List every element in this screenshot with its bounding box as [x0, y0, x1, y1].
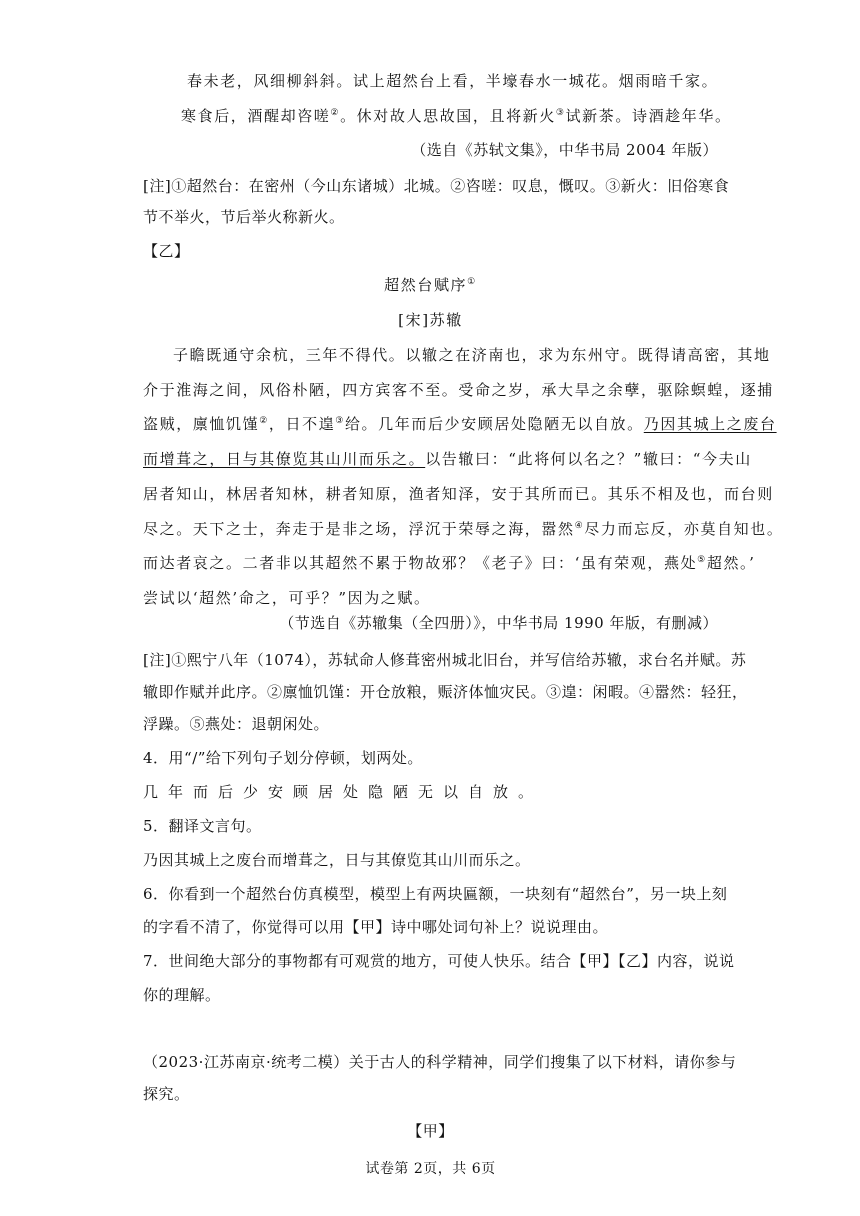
footnote-marker: ② [259, 416, 269, 426]
essay-line-3-part-b: ，日不遑 [268, 415, 336, 433]
note1-line-2: 节不举火，节后举火称新火。 [143, 208, 345, 226]
essay-author: [宋]苏辙 [398, 311, 463, 329]
essay-line-3-part-a: 盗贼，廪恤饥馑 [143, 415, 260, 433]
essay-line-7-part-a: 而达者哀之。二者非以其超然不累于物故邪？《老子》曰：‘虽有荣观，燕处 [143, 554, 698, 572]
question-4: 4．用“/”给下列句子划分停顿，划两处。 [143, 749, 423, 767]
essay-line-1: 子瞻既通守余杭，三年不得代。以辙之在济南也，求为东州守。既得请高密，其地 [173, 346, 771, 364]
footnote-marker: ④ [574, 521, 585, 531]
poem-source: （选自《苏轼文集》，中华书局 2004 年版） [411, 141, 718, 159]
footnote-marker: ③ [335, 416, 345, 426]
essay-line-3-part-c: 给。几年而后少安顾居处隐陋无以自放。 [344, 415, 644, 433]
essay-line-7-part-b: 超然。’ [706, 554, 756, 572]
essay-line-6-part-a: 尽之。天下之士，奔走于是非之场，浮沉于荣辱之海，嚣然 [143, 520, 575, 538]
note1-line-1: [注]①超然台：在密州（今山东诸城）北城。②咨嗟：叹息，慨叹。③新火：旧俗寒食 [143, 177, 730, 195]
poem-line-2 [181, 106, 756, 126]
question-7-line-1: 7．世间绝大部分的事物都有可观赏的地方，可使人快乐。结合【甲】【乙】内容，说说 [143, 952, 735, 970]
question-7-line-2: 你的理解。 [143, 986, 221, 1004]
next-intro-line-1: （2023·江苏南京·统考二模）关于古人的科学精神，同学们搜集了以下材料，请你参与 [143, 1053, 737, 1071]
next-intro-line-2: 探究。 [143, 1085, 190, 1103]
question-4-text: 几年而后少安顾居处隐陋无以自放。 [143, 783, 544, 801]
footnote-marker: ① [467, 277, 477, 287]
essay-line-8: 尝试以‘超然’命之，可乎？”因为之赋。 [143, 589, 431, 607]
question-5: 5．翻译文言句。 [143, 817, 262, 835]
footnote-marker: ② [330, 108, 341, 118]
essay-line-6-part-b: 尽力而忘反，亦莫自知也。 [584, 520, 784, 538]
essay-line-4-rest: 以告辙曰：“此将何以名之？”辙曰：“今夫山 [425, 450, 752, 468]
page-footer: 试卷第 2页，共 6页 [365, 1161, 496, 1177]
section-yi-label: 【乙】 [143, 242, 190, 260]
essay-line-4 [143, 449, 752, 469]
poem-line-2-part-a: 寒食后，酒醒却咨嗟 [181, 107, 331, 125]
underlined-sentence: 而增葺之，日与其僚览其山川而乐之。 [143, 450, 426, 468]
essay-line-6 [143, 519, 784, 539]
note2-line-3: 浮躁。⑤燕处：退朝闲处。 [143, 715, 330, 733]
footnote-marker: ③ [555, 108, 566, 118]
poem-line-1: 春未老，风细柳斜斜。试上超然台上看，半壕春水一城花。烟雨暗千家。 [187, 72, 719, 90]
essay-line-3 [143, 414, 777, 434]
poem-line-2-part-c: 试新茶。诗酒趁年华。 [565, 107, 732, 125]
footnote-marker: ⑤ [697, 555, 707, 565]
question-6-line-2: 的字看不清了，你觉得可以用【甲】诗中哪处词句补上？说说理由。 [143, 918, 609, 936]
note2-line-1: [注]①熙宁八年（1074），苏轼命人修葺密州城北旧台，并写信给苏辙，求台名并赋。苏 [143, 651, 747, 669]
poem-line-2-part-b: 。休对故人思故国，且将新火 [340, 107, 556, 125]
essay-line-5: 居者知山，林居者知林，耕者知原，渔者知泽，安于其所而已。其乐不相及也，而台则 [143, 485, 774, 503]
underlined-sentence: 乃因其城上之废台 [643, 415, 777, 433]
note2-line-2: 辙即作赋并此序。②廪恤饥馑：开仓放粮，赈济体恤灾民。③遑：闲暇。④嚣然：轻狂， [143, 683, 748, 701]
essay-line-2: 介于淮海之间，风俗朴陋，四方宾客不至。受命之岁，承大旱之余孽，驱除螟蝗，逐捕 [143, 381, 774, 399]
section-jia-label: 【甲】 [407, 1122, 454, 1140]
essay-line-7 [143, 553, 756, 573]
essay-source: （节选自《苏辙集（全四册）》，中华书局 1990 年版，有删减） [279, 614, 718, 632]
question-6-line-1: 6．你看到一个超然台仿真模型，模型上有两块匾额，一块刻有“超然台”，另一块上刻 [143, 885, 728, 903]
essay-title [143, 275, 718, 295]
question-5-text: 乃因其城上之废台而增葺之，日与其僚览其山川而乐之。 [143, 851, 531, 869]
essay-title-text: 超然台赋序 [384, 276, 468, 294]
